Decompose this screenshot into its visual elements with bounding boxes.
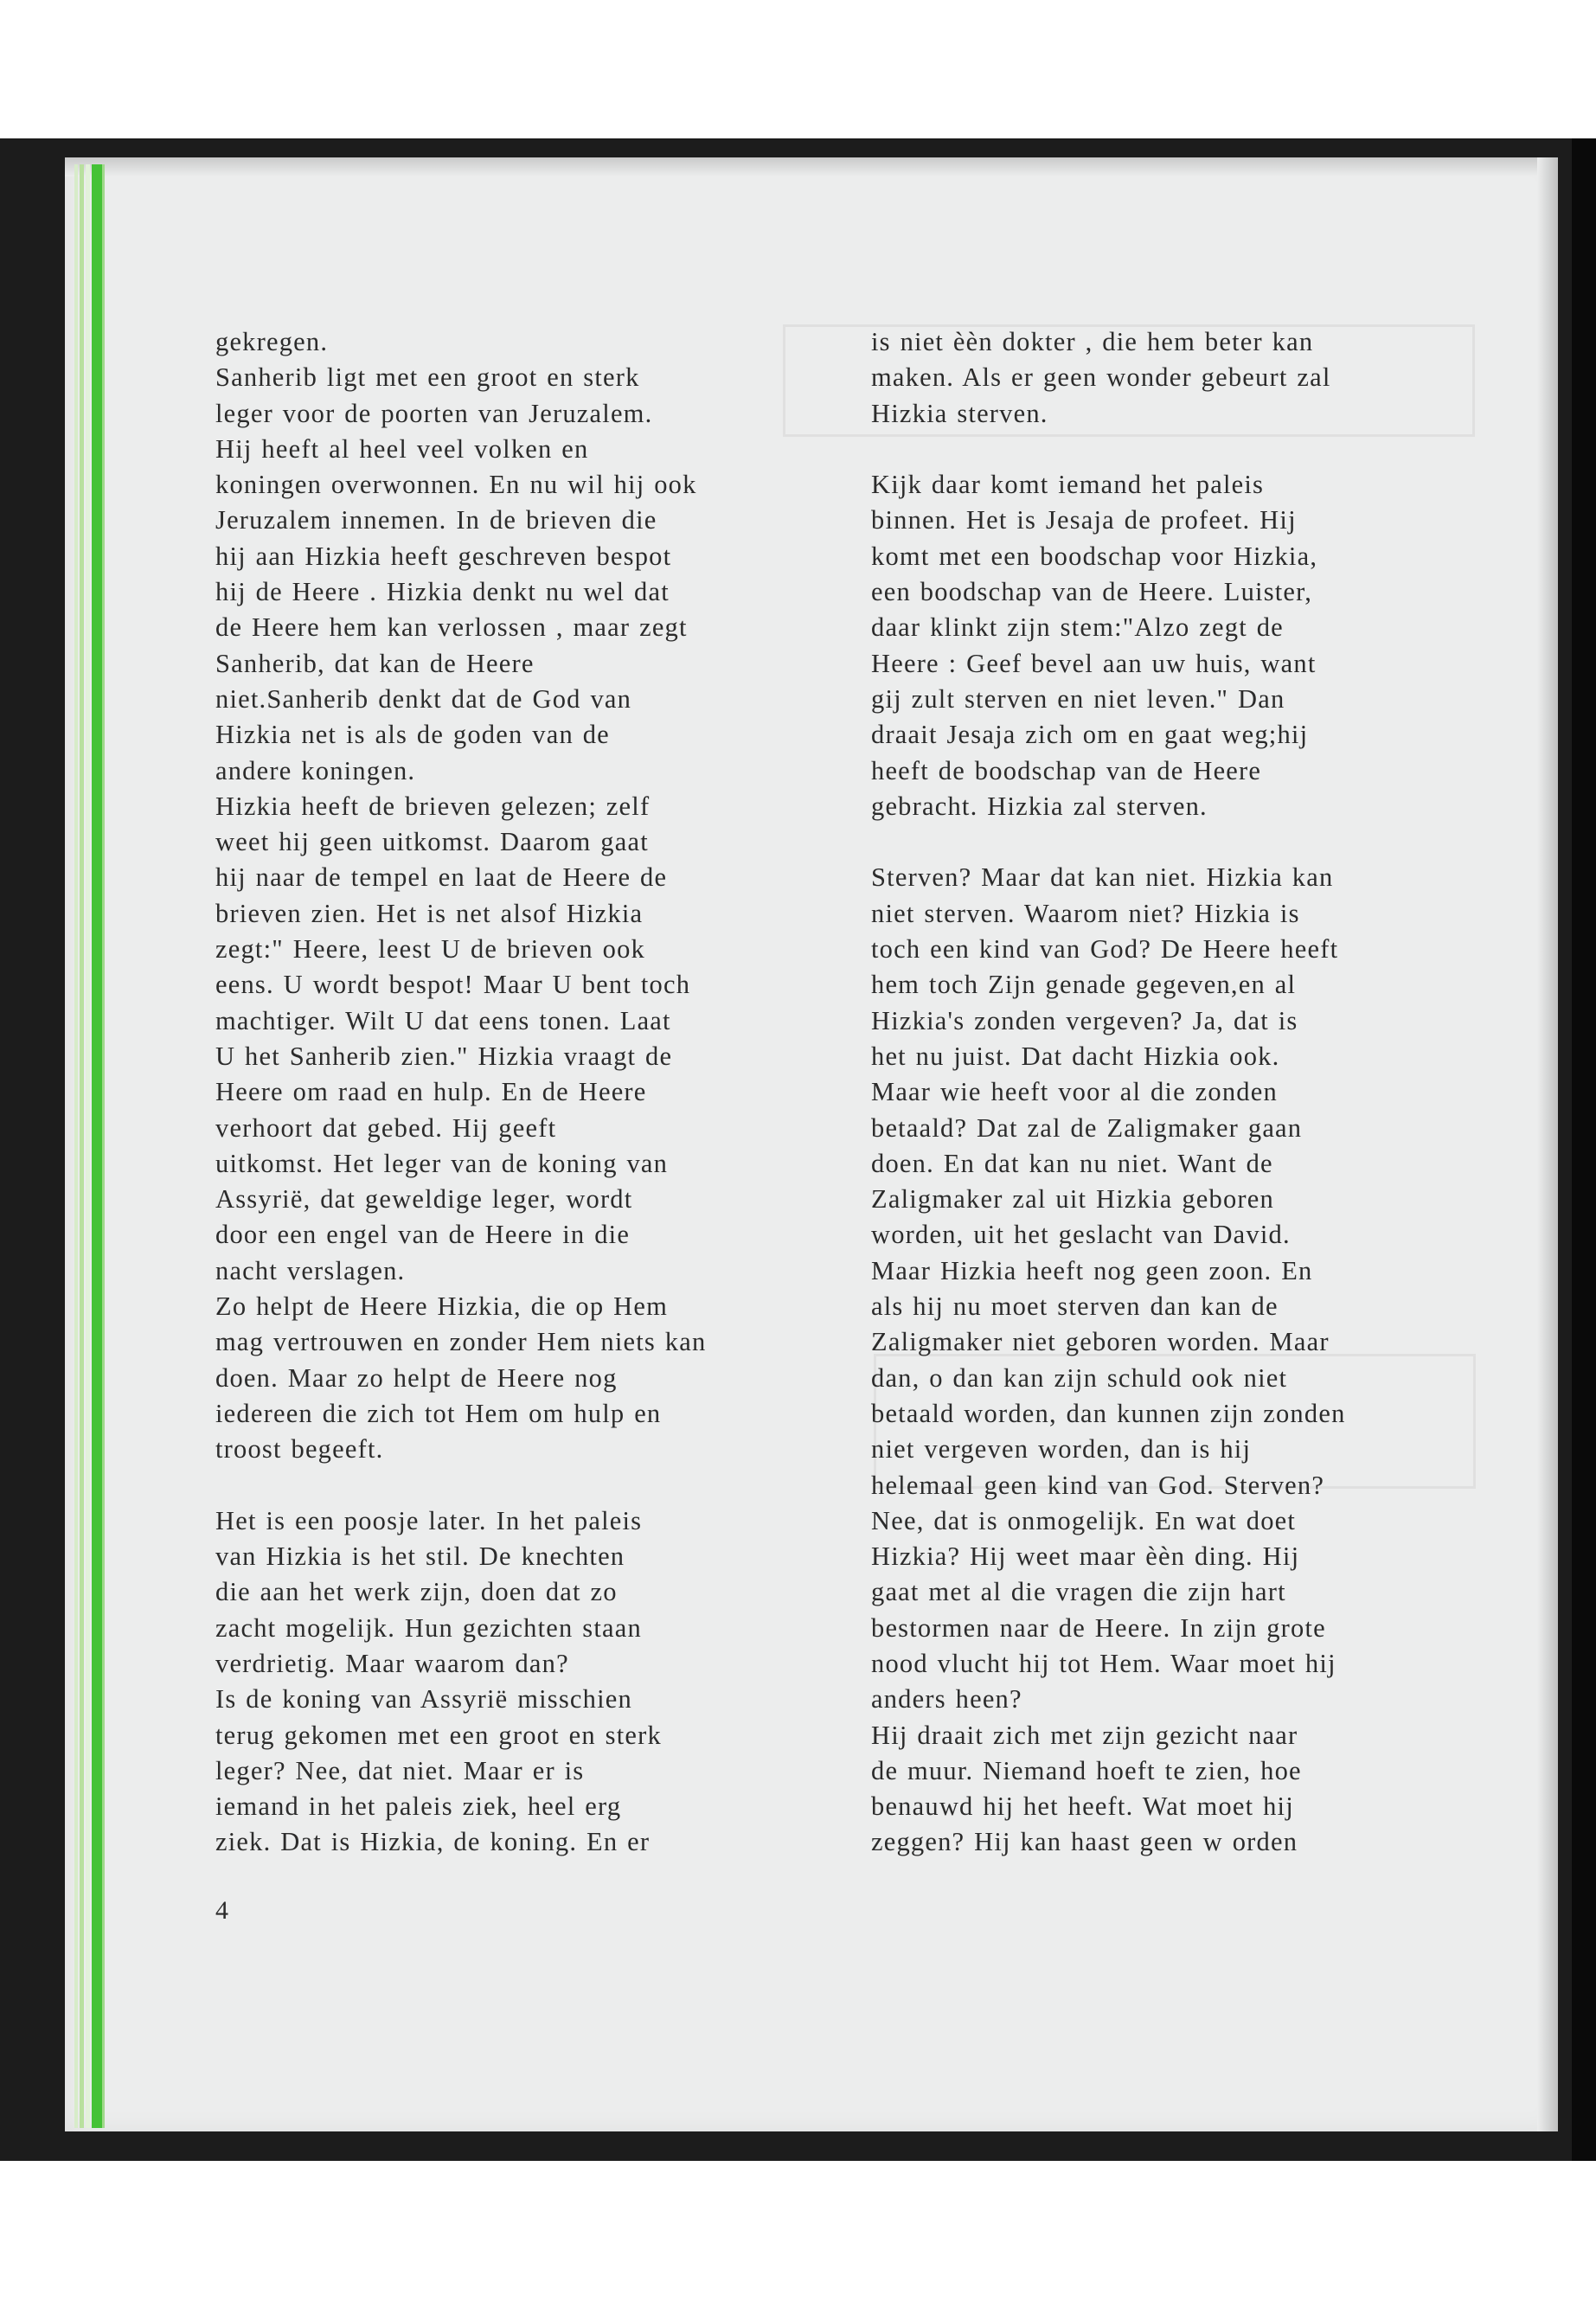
- text-line: Hizkia? Hij weet maar èèn ding. Hij: [871, 1541, 1300, 1572]
- spine-stripe-green: [92, 164, 102, 2128]
- text-line: zegt:" Heere, leest U de brieven ook: [215, 934, 646, 965]
- text-line: binnen. Het is Jesaja de profeet. Hij: [871, 505, 1297, 535]
- page-right-shadow: [1537, 157, 1558, 2131]
- text-line: hij aan Hizkia heeft geschreven bespot: [215, 541, 672, 571]
- text-line: de muur. Niemand hoeft te zien, hoe: [871, 1755, 1302, 1785]
- spine-stripe: [102, 164, 105, 2128]
- text-line: Maar Hizkia heeft nog geen zoon. En: [871, 1255, 1313, 1285]
- text-line: leger voor de poorten van Jeruzalem.: [215, 398, 653, 428]
- text-line: betaald? Dat zal de Zaligmaker gaan: [871, 1112, 1303, 1143]
- text-line: heeft de boodschap van de Heere: [871, 755, 1262, 785]
- text-line: verhoort dat gebed. Hij geeft: [215, 1112, 557, 1143]
- text-line: anders heen?: [871, 1684, 1022, 1715]
- text-line: van Hizkia is het stil. De knechten: [215, 1541, 625, 1572]
- text-line: Hizkia sterven.: [871, 398, 1048, 428]
- text-line: troost begeeft.: [215, 1434, 384, 1465]
- text-line: niet sterven. Waarom niet? Hizkia is: [871, 898, 1300, 928]
- text-line: als hij nu moet sterven dan kan de: [871, 1292, 1279, 1322]
- text-line: koningen overwonnen. En nu wil hij ook: [215, 470, 697, 500]
- text-line: niet.Sanherib denkt dat de God van: [215, 683, 632, 714]
- text-line: draait Jesaja zich om en gaat weg;hij: [871, 720, 1309, 750]
- text-line: is niet èèn dokter , die hem beter kan: [871, 327, 1314, 356]
- text-line: toch een kind van God? De Heere heeft: [871, 934, 1339, 965]
- text-line: de Heere hem kan verlossen , maar zegt: [215, 612, 688, 643]
- text-line: ziek. Dat is Hizkia, de koning. En er: [215, 1827, 651, 1857]
- text-line: Sanherib, dat kan de Heere: [215, 648, 535, 678]
- text-line: [215, 1468, 838, 1503]
- text-line: U het Sanherib zien." Hizkia vraagt de: [215, 1041, 673, 1071]
- text-line: hij de Heere . Hizkia denkt nu wel dat: [215, 577, 670, 607]
- text-line: gaat met al die vragen die zijn hart: [871, 1577, 1286, 1607]
- text-line: doen. Maar zo helpt de Heere nog: [215, 1362, 618, 1393]
- text-line: die aan het werk zijn, doen dat zo: [215, 1577, 618, 1607]
- text-line: [871, 432, 1477, 467]
- text-line: Zaligmaker zal uit Hizkia geboren: [871, 1184, 1274, 1215]
- cover-edge: [1572, 138, 1596, 2161]
- text-line: [871, 824, 1477, 860]
- text-line: Sterven? Maar dat kan niet. Hizkia kan: [871, 862, 1334, 893]
- page-top-shadow: [65, 157, 1558, 176]
- text-line: Hij draait zich met zijn gezicht naar: [871, 1720, 1298, 1750]
- text-line: verdrietig. Maar waarom dan?: [215, 1648, 569, 1678]
- text-column-left: [215, 324, 838, 1861]
- spine-stripe: [80, 164, 84, 2128]
- text-line: door een engel van de Heere in die: [215, 1220, 631, 1250]
- text-line: benauwd hij het heeft. Wat moet hij: [871, 1791, 1294, 1822]
- spine-stripe: [86, 164, 90, 2128]
- text-line: bestormen naar de Heere. In zijn grote: [871, 1612, 1326, 1643]
- text-line: betaald worden, dan kunnen zijn zonden: [871, 1398, 1346, 1428]
- text-line: Heere om raad en hulp. En de Heere: [215, 1077, 647, 1107]
- text-column-right: [871, 324, 1477, 1861]
- text-line: gebracht. Hizkia zal sterven.: [871, 791, 1208, 821]
- text-line: Jeruzalem innemen. In de brieven die: [215, 505, 657, 535]
- text-line: Is de koning van Assyrië misschien: [215, 1684, 632, 1715]
- text-line: een boodschap van de Heere. Luister,: [871, 577, 1313, 607]
- text-line: Kijk daar komt iemand het paleis: [871, 470, 1265, 500]
- text-line: Hij heeft al heel veel volken en: [215, 433, 589, 464]
- text-line: Hizkia's zonden vergeven? Ja, dat is: [871, 1005, 1298, 1035]
- text-line: iedereen die zich tot Hem om hulp en: [215, 1398, 662, 1428]
- text-line: nacht verslagen.: [215, 1255, 406, 1285]
- text-line: maken. Als er geen wonder gebeurt zal: [871, 362, 1331, 393]
- text-line: niet vergeven worden, dan is hij: [871, 1434, 1252, 1465]
- text-line: Heere : Geef bevel aan uw huis, want: [871, 648, 1317, 678]
- text-line: gekregen.: [215, 327, 329, 356]
- text-line: hem toch Zijn genade gegeven,en al: [871, 970, 1297, 1000]
- text-line: zacht mogelijk. Hun gezichten staan: [215, 1612, 642, 1643]
- text-line: terug gekomen met een groot en sterk: [215, 1720, 662, 1750]
- page-number: 4: [215, 1896, 228, 1925]
- text-line: worden, uit het geslacht van David.: [871, 1220, 1291, 1250]
- text-line: iemand in het paleis ziek, heel erg: [215, 1791, 622, 1822]
- text-line: dan, o dan kan zijn schuld ook niet: [871, 1362, 1288, 1393]
- text-line: Nee, dat is onmogelijk. En wat doet: [871, 1505, 1297, 1535]
- text-line: weet hij geen uitkomst. Daarom gaat: [215, 827, 649, 857]
- text-line: doen. En dat kan nu niet. Want de: [871, 1148, 1273, 1178]
- text-line: gij zult sterven en niet leven." Dan: [871, 683, 1285, 714]
- text-line: eens. U wordt bespot! Maar U bent toch: [215, 970, 691, 1000]
- text-line: mag vertrouwen en zonder Hem niets kan: [215, 1327, 707, 1357]
- text-line: Maar wie heeft voor al die zonden: [871, 1077, 1278, 1107]
- text-line: Assyrië, dat geweldige leger, wordt: [215, 1184, 633, 1215]
- text-line: nood vlucht hij tot Hem. Waar moet hij: [871, 1648, 1336, 1678]
- text-line: Het is een poosje later. In het paleis: [215, 1505, 643, 1535]
- text-line: Hizkia net is als de goden van de: [215, 720, 610, 750]
- text-line: Zaligmaker niet geboren worden. Maar: [871, 1327, 1330, 1357]
- text-line: machtiger. Wilt U dat eens tonen. Laat: [215, 1005, 671, 1035]
- text-line: Zo helpt de Heere Hizkia, die op Hem: [215, 1292, 668, 1322]
- text-line: uitkomst. Het leger van de koning van: [215, 1148, 669, 1178]
- text-line: het nu juist. Dat dacht Hizkia ook.: [871, 1041, 1280, 1071]
- text-line: Sanherib ligt met een groot en sterk: [215, 362, 640, 393]
- text-line: komt met een boodschap voor Hizkia,: [871, 541, 1318, 571]
- text-line: zeggen? Hij kan haast geen w orden: [871, 1827, 1298, 1857]
- spine-stripe: [74, 164, 78, 2128]
- text-line: Hizkia heeft de brieven gelezen; zelf: [215, 791, 651, 821]
- text-line: leger? Nee, dat niet. Maar er is: [215, 1755, 585, 1785]
- text-line: andere koningen.: [215, 755, 416, 785]
- text-line: daar klinkt zijn stem:"Alzo zegt de: [871, 612, 1284, 643]
- text-line: hij naar de tempel en laat de Heere de: [215, 862, 668, 893]
- text-line: brieven zien. Het is net alsof Hizkia: [215, 898, 644, 928]
- text-line: helemaal geen kind van God. Sterven?: [871, 1470, 1325, 1500]
